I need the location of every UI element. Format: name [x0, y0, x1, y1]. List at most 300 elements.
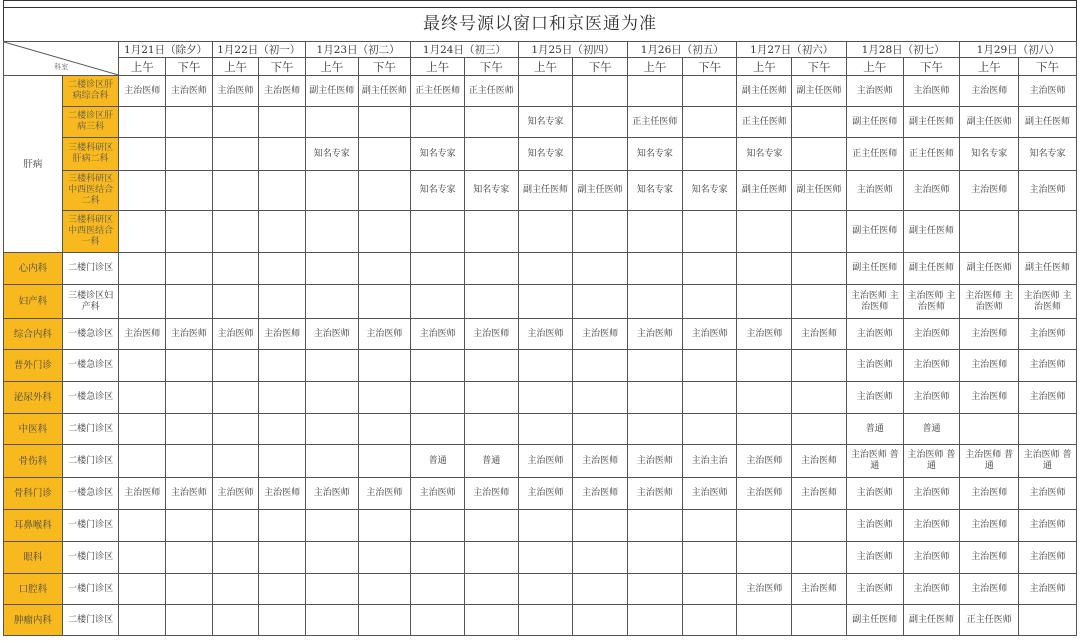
schedule-cell: 副主任医师: [960, 253, 1019, 285]
sub-dept-label: 三楼科研区中西医结合一科: [62, 211, 119, 253]
schedule-cell: [573, 253, 628, 285]
schedule-cell: [259, 211, 306, 253]
schedule-cell: [628, 76, 683, 107]
schedule-cell: 主治医师: [903, 350, 960, 382]
am-header: 上午: [212, 58, 259, 76]
schedule-cell: [358, 542, 411, 574]
schedule-cell: [358, 107, 411, 138]
schedule-cell: [573, 138, 628, 171]
schedule-cell: [411, 414, 465, 445]
dept-label: 口腔科: [4, 574, 63, 605]
schedule-cell: [305, 414, 358, 445]
schedule-cell: [792, 542, 847, 574]
schedule-cell: [305, 253, 358, 285]
schedule-cell: [119, 211, 166, 253]
location-label: 二楼门诊区: [62, 414, 119, 445]
schedule-cell: [628, 542, 683, 574]
date-header: 1月23日（初二）: [305, 42, 410, 58]
date-header: 1月27日（初六）: [737, 42, 846, 58]
schedule-cell: 副主任医师: [792, 76, 847, 107]
schedule-cell: [305, 285, 358, 319]
schedule-cell: 主治医师 主治医师: [960, 285, 1019, 319]
schedule-cell: [464, 350, 518, 382]
schedule-cell: 知名专家: [464, 171, 518, 211]
dept-label: 心内科: [4, 253, 63, 285]
schedule-cell: [212, 445, 259, 478]
date-header: 1月22日（初一）: [212, 42, 305, 58]
schedule-cell: 主治医师 普通: [846, 445, 903, 478]
schedule-cell: 主治医师: [846, 171, 903, 211]
schedule-cell: [960, 211, 1019, 253]
schedule-cell: [792, 382, 847, 414]
sub-dept-label: 三楼科研区中西医结合二科: [62, 171, 119, 211]
schedule-cell: 主治医师: [1019, 574, 1077, 605]
schedule-cell: [573, 382, 628, 414]
schedule-cell: [358, 445, 411, 478]
schedule-cell: 主治医师: [518, 319, 573, 350]
schedule-cell: [737, 605, 792, 636]
schedule-cell: [212, 107, 259, 138]
schedule-cell: 主治医师: [903, 542, 960, 574]
schedule-cell: 主治医师: [573, 445, 628, 478]
schedule-cell: 主治医师: [682, 319, 737, 350]
schedule-cell: 主治医师: [960, 382, 1019, 414]
dept-label: 普外门诊: [4, 350, 63, 382]
schedule-cell: 主治医师 主治医师: [846, 285, 903, 319]
table-row: [4, 253, 1077, 285]
schedule-cell: [792, 350, 847, 382]
schedule-cell: [737, 542, 792, 574]
schedule-cell: [573, 542, 628, 574]
schedule-cell: 主治医师: [464, 319, 518, 350]
schedule-cell: [573, 510, 628, 542]
schedule-cell: [628, 605, 683, 636]
schedule-cell: 正主任医师: [903, 138, 960, 171]
schedule-cell: [212, 542, 259, 574]
schedule-cell: [212, 138, 259, 171]
schedule-cell: [212, 211, 259, 253]
schedule-cell: [358, 605, 411, 636]
schedule-cell: [628, 253, 683, 285]
schedule-cell: [166, 542, 213, 574]
location-label: 一楼急诊区: [62, 382, 119, 414]
schedule-cell: [212, 510, 259, 542]
table-row: [4, 107, 1077, 138]
schedule-cell: 知名专家: [518, 138, 573, 171]
schedule-cell: 主治医师: [903, 171, 960, 211]
schedule-cell: 主治医师: [628, 445, 683, 478]
schedule-cell: [737, 285, 792, 319]
schedule-cell: 正主任医师: [960, 605, 1019, 636]
date-header: 1月21日（除夕）: [119, 42, 212, 58]
schedule-cell: 副主任医师: [846, 107, 903, 138]
schedule-cell: [259, 171, 306, 211]
location-label: 一楼急诊区: [62, 478, 119, 510]
schedule-cell: 主治医师: [792, 445, 847, 478]
date-header: 1月25日（初四）: [518, 42, 627, 58]
pm-header: 下午: [464, 58, 518, 76]
schedule-cell: 副主任医师: [960, 107, 1019, 138]
schedule-cell: 主治医师: [166, 76, 213, 107]
schedule-cell: [960, 414, 1019, 445]
schedule-cell: 主治医师: [259, 478, 306, 510]
am-header: 上午: [518, 58, 573, 76]
schedule-cell: 主治医师: [846, 350, 903, 382]
schedule-cell: [792, 414, 847, 445]
schedule-cell: 主治医师: [166, 319, 213, 350]
schedule-cell: [628, 510, 683, 542]
schedule-cell: [119, 107, 166, 138]
schedule-cell: 主治医师: [411, 478, 465, 510]
schedule-cell: 主治医师: [960, 510, 1019, 542]
location-label: 二楼门诊区: [62, 605, 119, 636]
schedule-cell: [518, 76, 573, 107]
schedule-cell: [628, 574, 683, 605]
schedule-cell: [464, 414, 518, 445]
schedule-cell: 知名专家: [518, 107, 573, 138]
schedule-cell: [737, 382, 792, 414]
schedule-cell: [518, 414, 573, 445]
schedule-cell: [464, 605, 518, 636]
schedule-cell: [1019, 211, 1077, 253]
schedule-cell: [737, 253, 792, 285]
schedule-cell: 主治医师: [1019, 478, 1077, 510]
location-label: 一楼急诊区: [62, 350, 119, 382]
schedule-cell: 主治医师: [1019, 76, 1077, 107]
schedule-cell: [259, 350, 306, 382]
schedule-cell: [259, 542, 306, 574]
schedule-cell: [792, 107, 847, 138]
schedule-cell: [518, 574, 573, 605]
schedule-cell: 主治医师: [737, 445, 792, 478]
schedule-cell: 知名专家: [305, 138, 358, 171]
schedule-cell: [305, 542, 358, 574]
schedule-cell: [411, 253, 465, 285]
sub-dept-label: 二楼诊区肝病三科: [62, 107, 119, 138]
schedule-cell: 知名专家: [628, 171, 683, 211]
am-header: 上午: [628, 58, 683, 76]
dept-label: 妇产科: [4, 285, 63, 319]
schedule-cell: [212, 285, 259, 319]
schedule-cell: 主治医师: [960, 171, 1019, 211]
schedule-cell: [737, 414, 792, 445]
schedule-cell: [358, 382, 411, 414]
header-halfday-row: [4, 58, 1077, 76]
schedule-cell: [573, 350, 628, 382]
schedule-cell: [305, 350, 358, 382]
schedule-cell: [792, 285, 847, 319]
schedule-cell: [259, 285, 306, 319]
table-row: [4, 414, 1077, 445]
schedule-cell: [212, 171, 259, 211]
schedule-cell: 主治医师: [518, 478, 573, 510]
schedule-cell: 主治医师: [846, 510, 903, 542]
pm-header: 下午: [259, 58, 306, 76]
schedule-cell: 主治医师: [846, 574, 903, 605]
schedule-cell: [305, 171, 358, 211]
schedule-cell: 正主任医师: [411, 76, 465, 107]
am-header: 上午: [305, 58, 358, 76]
schedule-cell: 主治医师: [737, 478, 792, 510]
schedule-cell: 主治医师: [846, 382, 903, 414]
dept-label: 中医科: [4, 414, 63, 445]
schedule-cell: [411, 542, 465, 574]
schedule-cell: [358, 285, 411, 319]
schedule-cell: 知名专家: [411, 171, 465, 211]
schedule-cell: 普通: [411, 445, 465, 478]
schedule-cell: [166, 414, 213, 445]
schedule-cell: 主治医师 主治医师: [1019, 285, 1077, 319]
schedule-cell: 主治医师: [1019, 171, 1077, 211]
schedule-cell: [212, 605, 259, 636]
schedule-cell: [119, 253, 166, 285]
schedule-cell: [259, 605, 306, 636]
schedule-cell: 主治医师: [1019, 382, 1077, 414]
schedule-cell: 主治医师: [305, 319, 358, 350]
table-row: [4, 574, 1077, 605]
schedule-cell: [573, 414, 628, 445]
schedule-cell: 主治医师: [305, 478, 358, 510]
schedule-cell: [573, 76, 628, 107]
schedule-cell: 正主任医师: [737, 107, 792, 138]
schedule-cell: 主治医师: [573, 478, 628, 510]
dept-label: 综合内科: [4, 319, 63, 350]
table-row: [4, 382, 1077, 414]
schedule-cell: 主治医师: [960, 478, 1019, 510]
schedule-cell: [119, 285, 166, 319]
schedule-cell: [358, 171, 411, 211]
schedule-cell: 主治医师: [846, 319, 903, 350]
schedule-cell: [1019, 414, 1077, 445]
schedule-cell: [305, 382, 358, 414]
schedule-cell: 主治医师: [846, 542, 903, 574]
schedule-cell: [682, 605, 737, 636]
location-label: 二楼门诊区: [62, 253, 119, 285]
pm-header: 下午: [682, 58, 737, 76]
schedule-cell: [518, 510, 573, 542]
header-date-row: [4, 42, 1077, 58]
schedule-cell: [119, 414, 166, 445]
schedule-cell: [682, 510, 737, 542]
schedule-cell: 副主任医师: [358, 76, 411, 107]
schedule-cell: 主治医师: [737, 319, 792, 350]
schedule-cell: 正主任医师: [846, 138, 903, 171]
schedule-cell: 主治医师: [737, 574, 792, 605]
schedule-cell: 知名专家: [682, 171, 737, 211]
schedule-cell: 主治医师: [846, 478, 903, 510]
schedule-cell: [518, 211, 573, 253]
schedule-cell: [573, 574, 628, 605]
schedule-cell: [259, 574, 306, 605]
schedule-cell: [737, 211, 792, 253]
schedule-cell: 知名专家: [1019, 138, 1077, 171]
schedule-cell: 副主任医师: [903, 211, 960, 253]
schedule-cell: 副主任医师: [518, 171, 573, 211]
schedule-cell: 主治医师: [259, 319, 306, 350]
schedule-cell: [119, 542, 166, 574]
schedule-cell: 主治医师: [119, 319, 166, 350]
sub-dept-label: 二楼诊区肝病综合科: [62, 76, 119, 107]
schedule-cell: 主治医师: [960, 76, 1019, 107]
schedule-cell: 主治医师: [212, 478, 259, 510]
schedule-cell: [464, 211, 518, 253]
schedule-cell: 副主任医师: [573, 171, 628, 211]
schedule-cell: [464, 285, 518, 319]
schedule-cell: [411, 382, 465, 414]
schedule-cell: [411, 350, 465, 382]
schedule-cell: [682, 574, 737, 605]
schedule-cell: 主治医师 主治医师: [903, 285, 960, 319]
schedule-cell: [464, 138, 518, 171]
schedule-cell: [212, 350, 259, 382]
schedule-cell: [792, 605, 847, 636]
schedule-cell: [411, 510, 465, 542]
schedule-cell: [518, 253, 573, 285]
schedule-cell: [358, 510, 411, 542]
schedule-cell: [411, 107, 465, 138]
schedule-cell: [358, 253, 411, 285]
pm-header: 下午: [792, 58, 847, 76]
schedule-cell: 主治医师: [166, 478, 213, 510]
schedule-cell: [682, 76, 737, 107]
schedule-cell: [628, 414, 683, 445]
schedule-cell: 副主任医师: [737, 171, 792, 211]
schedule-cell: [119, 574, 166, 605]
dept-label: 耳鼻喉科: [4, 510, 63, 542]
date-header: 1月24日（初三）: [411, 42, 518, 58]
schedule-cell: [119, 382, 166, 414]
schedule-cell: 主治医师: [903, 382, 960, 414]
schedule-table: [3, 41, 1077, 636]
schedule-cell: [411, 574, 465, 605]
schedule-cell: 副主任医师: [846, 253, 903, 285]
schedule-cell: [518, 382, 573, 414]
schedule-cell: [119, 171, 166, 211]
schedule-cell: [166, 253, 213, 285]
schedule-cell: [358, 211, 411, 253]
schedule-cell: 知名专家: [737, 138, 792, 171]
schedule-cell: [212, 253, 259, 285]
schedule-cell: [682, 542, 737, 574]
schedule-cell: [119, 510, 166, 542]
location-label: 三楼诊区妇产科: [62, 285, 119, 319]
schedule-cell: [792, 211, 847, 253]
schedule-cell: [518, 542, 573, 574]
dept-label: 眼科: [4, 542, 63, 574]
corner-label: 科室: [54, 63, 69, 71]
dept-label: 肿瘤内科: [4, 605, 63, 636]
schedule-cell: 主治医师 普通: [1019, 445, 1077, 478]
schedule-cell: [518, 285, 573, 319]
schedule-cell: 副主任医师: [305, 76, 358, 107]
schedule-cell: [464, 382, 518, 414]
schedule-cell: [259, 414, 306, 445]
schedule-cell: 副主任医师: [903, 605, 960, 636]
schedule-cell: 副主任医师: [903, 253, 960, 285]
dept-label: 骨科门诊: [4, 478, 63, 510]
schedule-cell: [166, 445, 213, 478]
schedule-cell: [682, 285, 737, 319]
schedule-cell: [573, 211, 628, 253]
pm-header: 下午: [903, 58, 960, 76]
table-row: [4, 171, 1077, 211]
table-row: [4, 211, 1077, 253]
schedule-cell: [305, 605, 358, 636]
schedule-cell: [119, 605, 166, 636]
schedule-cell: 副主任医师: [792, 171, 847, 211]
schedule-cell: [518, 605, 573, 636]
location-label: 二楼门诊区: [62, 445, 119, 478]
schedule-cell: [166, 605, 213, 636]
schedule-cell: 主治医师: [212, 319, 259, 350]
schedule-cell: 主治医师: [212, 76, 259, 107]
schedule-cell: [166, 350, 213, 382]
date-header: 1月29日（初八）: [960, 42, 1077, 58]
schedule-cell: [119, 350, 166, 382]
schedule-cell: 副主任医师: [1019, 253, 1077, 285]
schedule-cell: 主治医师: [1019, 542, 1077, 574]
location-label: 一楼门诊区: [62, 510, 119, 542]
schedule-cell: [464, 253, 518, 285]
pm-header: 下午: [358, 58, 411, 76]
schedule-cell: 副主任医师: [903, 107, 960, 138]
schedule-cell: 主治医师: [682, 478, 737, 510]
dept-label: 骨伤科: [4, 445, 63, 478]
schedule-cell: [259, 253, 306, 285]
schedule-cell: 主治医师: [358, 319, 411, 350]
schedule-cell: [464, 574, 518, 605]
am-header: 上午: [960, 58, 1019, 76]
am-header: 上午: [846, 58, 903, 76]
schedule-cell: 主治医师: [960, 350, 1019, 382]
top-border: [3, 0, 1077, 7]
schedule-cell: [259, 445, 306, 478]
schedule-cell: 主治医师: [573, 319, 628, 350]
schedule-cell: [305, 510, 358, 542]
schedule-cell: [358, 350, 411, 382]
schedule-cell: 主治医师: [792, 478, 847, 510]
table-row: [4, 445, 1077, 478]
schedule-cell: 知名专家: [628, 138, 683, 171]
table-row: [4, 542, 1077, 574]
schedule-cell: 主治医师: [846, 76, 903, 107]
schedule-cell: 主治医师: [792, 319, 847, 350]
date-header: 1月26日（初五）: [628, 42, 737, 58]
schedule-cell: 主治医师: [628, 478, 683, 510]
schedule-cell: [305, 574, 358, 605]
schedule-cell: 副主任医师: [737, 76, 792, 107]
schedule-cell: [358, 138, 411, 171]
schedule-cell: 主治医师: [1019, 350, 1077, 382]
schedule-cell: 副主任医师: [846, 605, 903, 636]
pm-header: 下午: [1019, 58, 1077, 76]
schedule-cell: [166, 211, 213, 253]
schedule-cell: [464, 107, 518, 138]
schedule-cell: [464, 510, 518, 542]
am-header: 上午: [119, 58, 166, 76]
schedule-cell: 主治医师: [518, 445, 573, 478]
schedule-cell: [682, 414, 737, 445]
schedule-cell: [573, 107, 628, 138]
schedule-cell: 主治医师: [411, 319, 465, 350]
table-row: [4, 350, 1077, 382]
schedule-cell: [166, 107, 213, 138]
schedule-cell: [628, 285, 683, 319]
table-row: [4, 510, 1077, 542]
schedule-cell: 主治医师: [903, 319, 960, 350]
schedule-cell: [411, 285, 465, 319]
table-row: [4, 319, 1077, 350]
